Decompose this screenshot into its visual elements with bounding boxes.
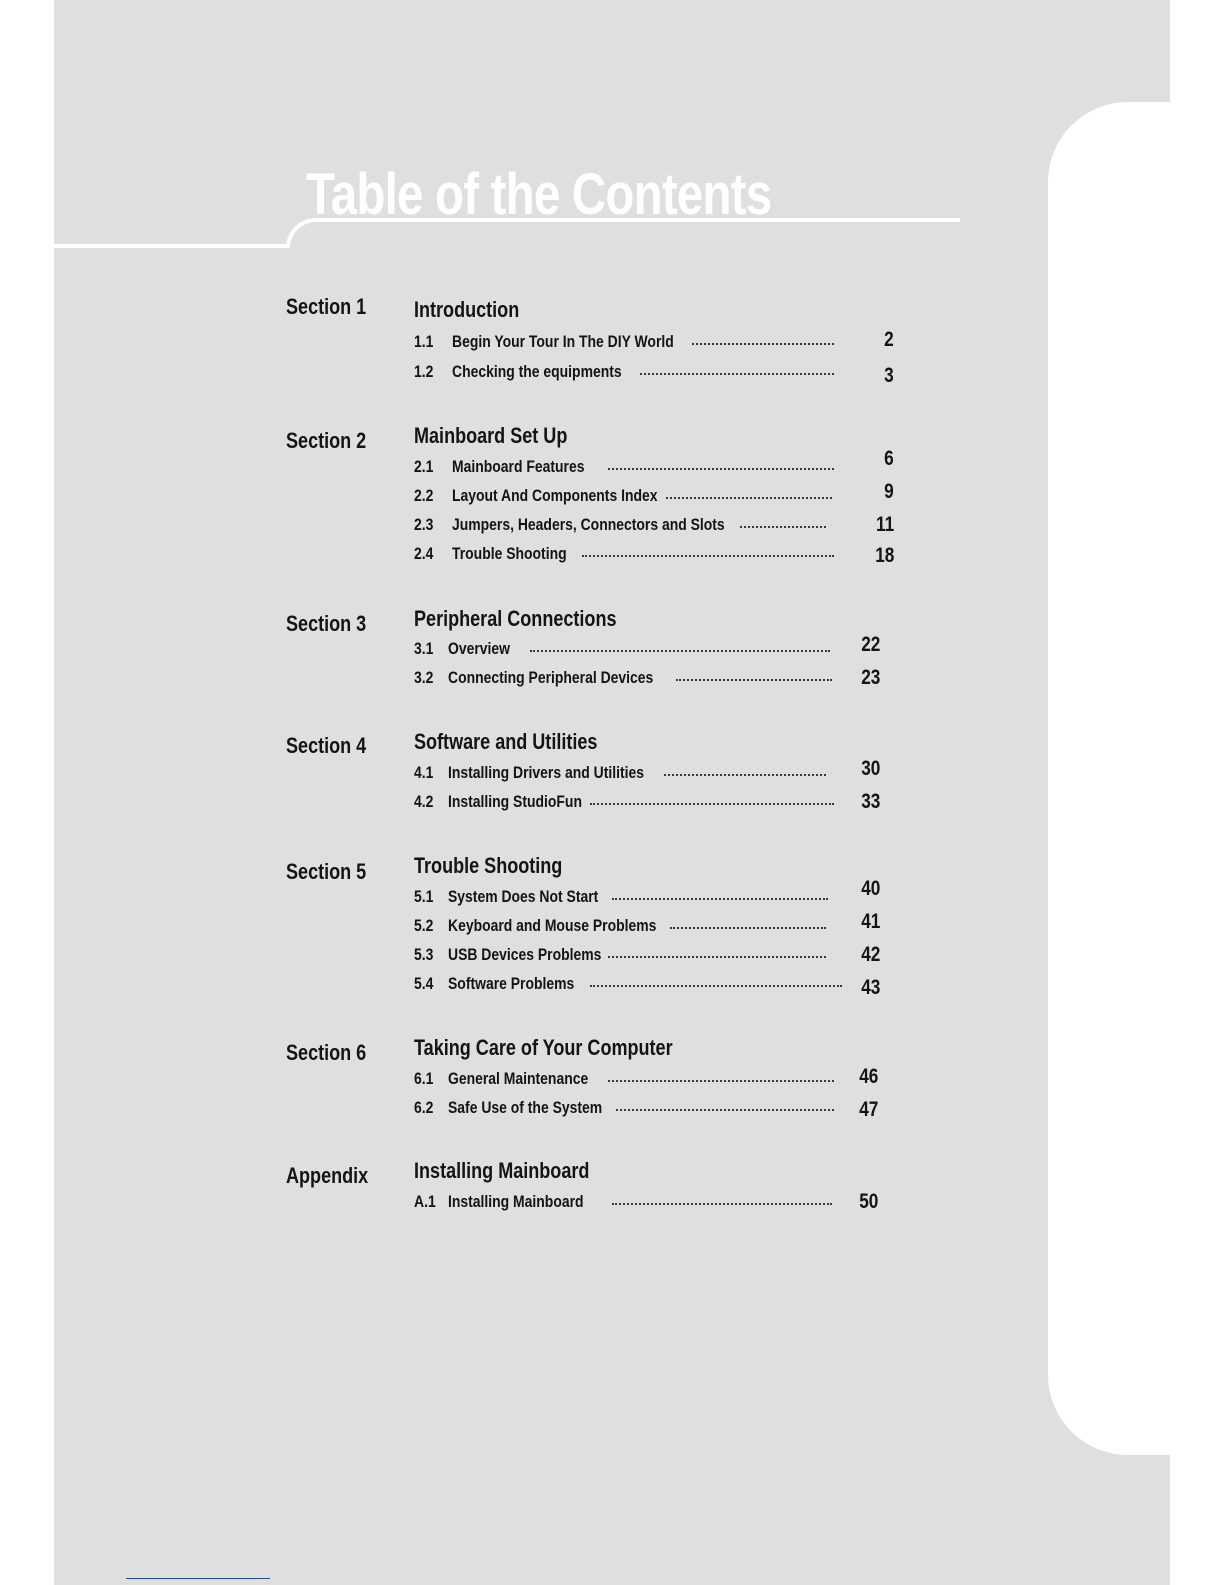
entry-number: 2.3 bbox=[414, 515, 434, 534]
entry-title: Overview bbox=[448, 639, 510, 658]
entry-page-number: 30 bbox=[860, 757, 880, 780]
entry-title: Installing Drivers and Utilities bbox=[448, 763, 644, 782]
dot-leader bbox=[590, 985, 842, 989]
entry-title: Keyboard and Mouse Problems bbox=[448, 916, 657, 935]
toc-entry[interactable] bbox=[414, 943, 894, 967]
entry-title: Connecting Peripheral Devices bbox=[448, 668, 654, 687]
entry-page-number: 46 bbox=[858, 1065, 878, 1088]
entry-page-number: 11 bbox=[875, 513, 894, 536]
entry-title: General Maintenance bbox=[448, 1069, 589, 1088]
section-label: Section 3 bbox=[286, 611, 367, 636]
dot-leader bbox=[582, 555, 834, 559]
toc-entry[interactable] bbox=[414, 360, 894, 387]
entry-title: Installing Mainboard bbox=[448, 1192, 584, 1211]
entry-page-number: 6 bbox=[884, 447, 894, 470]
footer-rule bbox=[126, 1578, 270, 1579]
section-label: Appendix bbox=[286, 1163, 369, 1188]
entry-number: 5.1 bbox=[414, 887, 434, 906]
entry-title: Trouble Shooting bbox=[452, 544, 567, 563]
dot-leader bbox=[608, 956, 826, 960]
dot-leader bbox=[664, 774, 826, 778]
entry-page-number: 22 bbox=[860, 633, 880, 656]
dot-leader bbox=[676, 679, 832, 683]
entry-number: 5.3 bbox=[414, 945, 434, 964]
entry-number: 5.4 bbox=[414, 974, 434, 993]
toc-entry[interactable] bbox=[414, 480, 894, 508]
section-title[interactable]: Taking Care of Your Computer bbox=[414, 1035, 673, 1060]
dot-leader bbox=[608, 1080, 834, 1084]
section-label: Section 4 bbox=[286, 733, 367, 758]
entry-number: 1.1 bbox=[414, 332, 434, 351]
section-label: Section 1 bbox=[286, 294, 367, 319]
toc-entry[interactable] bbox=[414, 542, 894, 566]
section-title[interactable]: Mainboard Set Up bbox=[414, 423, 568, 448]
toc-entry[interactable] bbox=[414, 910, 894, 938]
entry-page-number: 41 bbox=[860, 910, 880, 933]
section-title[interactable]: Introduction bbox=[414, 297, 520, 322]
entry-number: 1.2 bbox=[414, 362, 434, 381]
entry-page-number: 3 bbox=[884, 364, 894, 387]
dot-leader bbox=[590, 803, 834, 807]
section-title[interactable]: Peripheral Connections bbox=[414, 606, 617, 631]
section-title[interactable]: Software and Utilities bbox=[414, 729, 598, 754]
entry-title: USB Devices Problems bbox=[448, 945, 602, 964]
entry-title: Mainboard Features bbox=[452, 457, 585, 476]
entry-title: Layout And Components Index bbox=[452, 486, 658, 505]
dot-leader bbox=[608, 468, 834, 472]
page-edge-tab bbox=[1048, 102, 1178, 1455]
toc-entry[interactable] bbox=[414, 447, 894, 479]
entry-number: 5.2 bbox=[414, 916, 434, 935]
entry-page-number: 2 bbox=[884, 328, 894, 351]
entry-title: Software Problems bbox=[448, 974, 575, 993]
entry-number: 4.1 bbox=[414, 763, 434, 782]
toc-entry[interactable] bbox=[414, 972, 894, 999]
title-underline-left bbox=[54, 244, 289, 248]
entry-page-number: 43 bbox=[860, 976, 880, 999]
entry-number: 3.2 bbox=[414, 668, 434, 687]
dot-leader bbox=[740, 526, 826, 530]
section-label: Section 5 bbox=[286, 859, 367, 884]
entry-page-number: 33 bbox=[860, 790, 880, 813]
entry-page-number: 9 bbox=[884, 480, 894, 503]
entry-title: System Does Not Start bbox=[448, 887, 599, 906]
entry-page-number: 42 bbox=[860, 943, 880, 966]
entry-page-number: 47 bbox=[858, 1098, 878, 1121]
entry-title: Begin Your Tour In The DIY World bbox=[452, 332, 674, 351]
dot-leader bbox=[670, 927, 826, 931]
entry-number: 2.1 bbox=[414, 457, 434, 476]
entry-number: 6.1 bbox=[414, 1069, 434, 1088]
toc-entry[interactable] bbox=[414, 1190, 894, 1214]
entry-page-number: 40 bbox=[860, 877, 880, 900]
entry-number: A.1 bbox=[414, 1192, 436, 1211]
page-title: Table of the Contents bbox=[306, 162, 772, 227]
dot-leader bbox=[692, 343, 834, 347]
entry-number: 2.4 bbox=[414, 544, 434, 563]
section-title[interactable]: Trouble Shooting bbox=[414, 853, 563, 878]
dot-leader bbox=[530, 650, 830, 654]
entry-page-number: 23 bbox=[860, 666, 880, 689]
dot-leader bbox=[640, 373, 834, 377]
toc-entry[interactable] bbox=[414, 1067, 894, 1091]
toc-entry[interactable] bbox=[414, 877, 894, 909]
section-label: Section 2 bbox=[286, 428, 367, 453]
entry-page-number: 18 bbox=[874, 544, 894, 567]
section-title[interactable]: Installing Mainboard bbox=[414, 1158, 590, 1183]
toc-entry[interactable] bbox=[414, 513, 894, 537]
entry-title: Jumpers, Headers, Connectors and Slots bbox=[452, 515, 725, 534]
entry-title: Checking the equipments bbox=[452, 362, 622, 381]
entry-number: 3.1 bbox=[414, 639, 434, 658]
dot-leader bbox=[612, 898, 828, 902]
toc-entry[interactable] bbox=[414, 790, 894, 814]
entry-title: Safe Use of the System bbox=[448, 1098, 603, 1117]
entry-number: 6.2 bbox=[414, 1098, 434, 1117]
toc-entry[interactable] bbox=[414, 666, 894, 690]
section-label: Section 6 bbox=[286, 1040, 367, 1065]
toc-entry[interactable] bbox=[414, 633, 894, 661]
toc-entry[interactable] bbox=[414, 330, 894, 354]
entry-title: Installing StudioFun bbox=[448, 792, 582, 811]
entry-page-number: 50 bbox=[858, 1190, 878, 1213]
entry-number: 2.2 bbox=[414, 486, 434, 505]
toc-entry[interactable] bbox=[414, 757, 894, 785]
dot-leader bbox=[616, 1109, 834, 1113]
dot-leader bbox=[666, 497, 832, 501]
toc-entry[interactable] bbox=[414, 1096, 894, 1120]
dot-leader bbox=[612, 1203, 832, 1207]
entry-number: 4.2 bbox=[414, 792, 434, 811]
